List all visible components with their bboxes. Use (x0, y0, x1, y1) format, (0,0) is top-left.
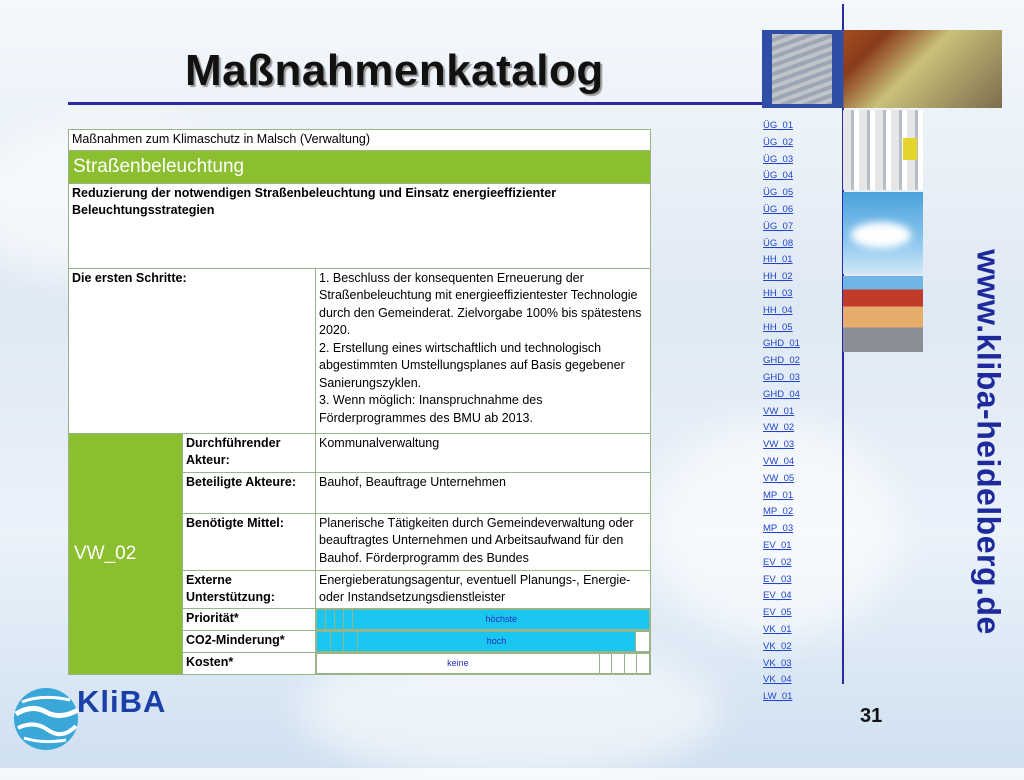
table-header: Maßnahmen zum Klimaschutz in Malsch (Verwaltung) (69, 130, 651, 151)
row-label: Externe Unterstützung: (183, 570, 316, 608)
rating-cell: hoch (357, 631, 636, 651)
measure-link[interactable]: VK_04 (763, 674, 792, 686)
title-divider (68, 102, 868, 105)
rating-cell (317, 631, 331, 651)
rating-cells (316, 652, 651, 674)
rating-label: Priorität* (183, 608, 316, 630)
measure-description: Reduzierung der notwendigen Straßenbeleuchtung und Einsatz energieeffizienter Beleuchtungsstrategien (69, 183, 651, 268)
row-value: Energieberatungsagentur, eventuell Planungs-, Energie- oder Instandsetzungsdienstleister (316, 570, 651, 608)
rating-cell (344, 609, 353, 629)
rating-cell: höchste (353, 609, 650, 629)
measure-link[interactable]: GHD_03 (763, 371, 800, 383)
measure-link[interactable]: ÜG_01 (763, 120, 794, 131)
measure-link[interactable]: ÜG_02 (763, 136, 794, 148)
row-value: Kommunalverwaltung (316, 433, 651, 472)
row-value: Bauhof, Beauftrage Unternehmen (316, 472, 651, 513)
rating-label: CO2-Minderung* (183, 630, 316, 652)
rating-cell (330, 631, 344, 651)
sky-photo (843, 192, 923, 274)
measure-link[interactable]: VW_04 (763, 455, 795, 467)
row-label: Beteiligte Akteure: (183, 472, 316, 513)
measure-link[interactable]: VW_05 (763, 472, 795, 484)
first-step-3: 3. Wenn möglich: Inanspruchnahme des Förderprogrammes des BMU ab 2013. (319, 393, 543, 425)
rating-cell: keine (317, 653, 600, 673)
measure-link[interactable]: VW_03 (763, 439, 795, 451)
page-number: 31 (860, 705, 883, 727)
measure-link[interactable]: MP_02 (763, 506, 794, 518)
measure-link[interactable]: ÜG_05 (763, 187, 794, 199)
measure-table (68, 129, 651, 675)
measure-link[interactable]: GHD_02 (763, 355, 800, 367)
measure-link[interactable]: GHD_04 (763, 388, 800, 400)
measure-link[interactable]: EV_02 (763, 556, 792, 568)
rating-cell (317, 609, 326, 629)
measure-link[interactable]: ÜG_08 (763, 237, 794, 249)
rating-cell (335, 609, 344, 629)
heating-system-photo (843, 110, 923, 190)
measure-link[interactable]: EV_04 (763, 590, 792, 602)
solar-roof-photo (762, 30, 1002, 108)
measure-code: VW_02 (69, 433, 183, 674)
measure-link[interactable]: VK_02 (763, 640, 792, 652)
measure-link[interactable]: EV_01 (763, 539, 792, 551)
measure-link[interactable]: GHD_01 (763, 338, 800, 350)
measure-link[interactable]: HH_03 (763, 287, 793, 299)
page-title: Maßnahmenkatalog (185, 46, 604, 95)
row-label: Durchführender Akteur: (183, 433, 316, 472)
measure-link[interactable]: VW_01 (763, 405, 795, 417)
section-title: Straßenbeleuchtung (69, 150, 651, 183)
rating-cell (599, 653, 612, 673)
rating-cells (316, 608, 651, 630)
measure-link[interactable]: EV_03 (763, 573, 792, 585)
first-step-1: 1. Beschluss der konsequenten Erneuerung der Straßenbeleuchtung mit energieeffizientester Technologie durch den Gemeinderat. Zielvorgabe 100% bis spätestens 2020. (319, 270, 642, 337)
row-label: Benötigte Mittel: (183, 513, 316, 570)
rating-cell (612, 653, 625, 673)
rating-cell (636, 631, 650, 651)
measure-link[interactable]: MP_01 (763, 489, 794, 501)
measure-link[interactable]: HH_02 (763, 271, 793, 283)
kliba-logo (12, 684, 182, 754)
rating-cell (637, 653, 650, 673)
logo-text: KliBA (77, 684, 167, 719)
rating-cells (316, 630, 651, 652)
measure-link[interactable]: VW_02 (763, 422, 795, 434)
building-photo (843, 276, 923, 352)
measure-link[interactable]: HH_05 (763, 321, 793, 333)
rating-label: Kosten* (183, 652, 316, 674)
measure-link[interactable]: ÜG_04 (763, 170, 794, 182)
first-steps-content (316, 268, 651, 433)
rating-cell (344, 631, 358, 651)
rating-cell (624, 653, 637, 673)
row-value: Planerische Tätigkeiten durch Gemeindeverwaltung oder beauftragtes Unternehmen und Arbeitsaufwand für den Bauhof. Förderprogramm des Bundes (316, 513, 651, 570)
first-step-2: 2. Erstellung eines wirtschaftlich und technologisch abgestimmten Umstellungsplanes auf Basis gegebener Sanierungszyklen. (319, 340, 625, 390)
measure-link-list (763, 118, 800, 706)
measure-link[interactable]: EV_05 (763, 607, 792, 619)
measure-link[interactable]: MP_03 (763, 523, 794, 535)
measure-link[interactable]: ÜG_07 (763, 220, 794, 232)
measure-link[interactable]: HH_01 (763, 254, 793, 266)
rating-cell (326, 609, 335, 629)
measure-link[interactable]: VK_01 (763, 623, 792, 635)
measure-link[interactable]: LW_01 (763, 691, 793, 703)
first-steps-label: Die ersten Schritte: (69, 268, 316, 433)
measure-link[interactable]: ÜG_03 (763, 153, 794, 165)
measure-link[interactable]: HH_04 (763, 304, 793, 316)
measure-link[interactable]: ÜG_06 (763, 203, 794, 215)
measure-link[interactable]: VK_03 (763, 657, 792, 669)
website-url[interactable]: www.kliba-heidelberg.de (970, 249, 1007, 635)
